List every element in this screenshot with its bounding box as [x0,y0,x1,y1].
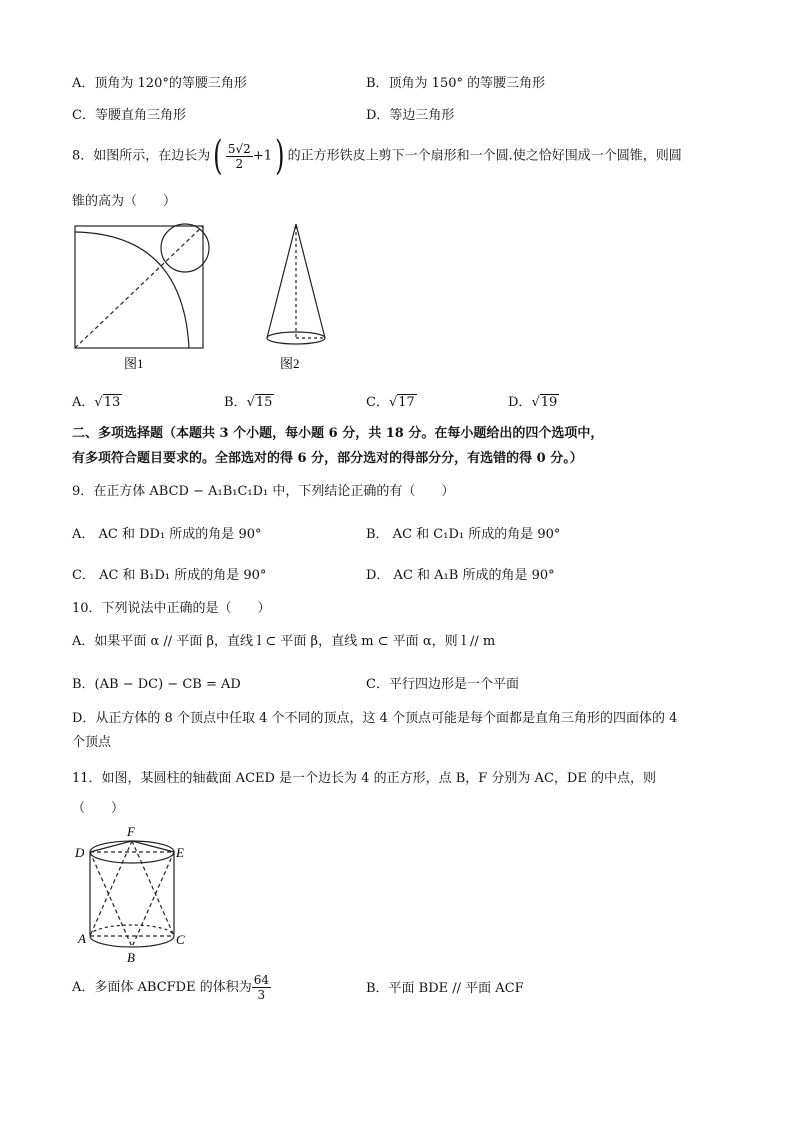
section2-heading-line1: 二、多项选择题（本题共 3 个小题，每小题 6 分，共 18 分。在每小题给出的四个选项中， [72,426,604,441]
q8-option-c: C．√17 [366,395,415,410]
left-paren-icon: ( [213,133,223,179]
figure2-caption: 图2 [280,356,300,371]
q8-option-d-value: 19 [540,395,558,410]
q8-frac-num: 5√2 [227,141,251,156]
figure1-square-diagram [75,224,209,348]
q8-option-d-label: D． [508,395,532,410]
figure2-cone-diagram [267,224,325,344]
figure1-caption: 图1 [124,356,144,371]
q7-option-a: A．顶角为 120°的等腰三角形 [72,76,247,91]
q10-option-c: C．平行四边形是一个平面 [366,677,519,692]
point-label-d: D [75,845,85,860]
q8-option-b-label: B． [224,395,247,410]
q8-fraction [226,142,253,171]
q8-option-d: D．√19 [508,395,558,410]
q8-option-c-label: C． [366,395,389,410]
point-label-c: C [176,932,185,947]
q8-frac-den: 2 [235,156,244,171]
q8-stem-suffix: 的正方形铁皮上剪下一个扇形和一个圆.使之恰好围成一个圆锥，则圆 [287,148,682,164]
q8-stem-prefix: 8．如图所示，在边长为 [72,148,211,164]
q10-option-a: A．如果平面 α // 平面 β，直线 l ⊂ 平面 β，直线 m ⊂ 平面 α，则 l // m [72,634,496,649]
q8-option-c-value: 17 [398,395,415,410]
q8-option-a: A．√13 [72,395,121,410]
q8-stem-line2: 锥的高为（ ） [72,194,177,209]
point-label-e: E [176,845,184,860]
q11-frac-den: 3 [257,988,266,1002]
q8-stem [72,133,682,179]
q11-option-a [72,970,271,1006]
q10-option-d-line1: D．从正方体的 8 个顶点中任取 4 个不同的顶点，这 4 个顶点可能是每个面都是直角三角形的四面体的 4 [72,711,678,726]
q10-option-d-line2: 个顶点 [72,735,112,750]
q11-stem: 11．如图，某圆柱的轴截面 ACED 是一个边长为 4 的正方形，点 B，F 分别为 AC，DE 的中点，则 [72,771,656,786]
q8-option-a-label: A． [72,395,95,410]
point-label-f: F [127,824,135,839]
q10-stem: 10．下列说法中正确的是（ ） [72,601,271,616]
point-label-b: B [127,950,135,965]
point-label-a: A [78,931,86,946]
q9-stem: 9．在正方体 ABCD − A₁B₁C₁D₁ 中，下列结论正确的有（ ） [72,484,455,499]
q11-cylinder-diagram [70,822,200,970]
q7-option-d: D．等边三角形 [366,108,455,123]
q8-figures [68,220,328,378]
q11-option-a-prefix: A．多面体 ABCFDE 的体积为 [72,980,252,995]
q10-option-b: B．(AB − DC) − CB = AD [72,677,241,692]
right-paren-icon: ) [275,133,285,179]
q8-option-a-value: 13 [103,395,121,410]
section2-heading-line2: 有多项符合题目要求的。全部选对的得 6 分，部分选对的得部分分，有选错的得 0 分。） [72,451,583,466]
q11-option-b: B．平面 BDE // 平面 ACF [366,981,524,996]
q8-plus-one: +1 [252,148,272,164]
q11-frac-num: 64 [253,973,269,987]
q8-option-b-value: 15 [255,395,273,410]
q8-option-b: B．√15 [224,395,273,410]
q11-option-a-fraction [252,973,271,1002]
q9-option-c: C． AC 和 B₁D₁ 所成的角是 90° [72,568,267,583]
q9-option-d: D． AC 和 A₁B 所成的角是 90° [366,568,555,583]
q7-option-c: C．等腰直角三角形 [72,108,186,123]
q11-answer-paren: （ ） [72,801,125,816]
q9-option-b: B． AC 和 C₁D₁ 所成的角是 90° [366,527,561,542]
q7-option-b: B．顶角为 150° 的等腰三角形 [366,76,546,91]
q9-option-a: A． AC 和 DD₁ 所成的角是 90° [72,527,262,542]
